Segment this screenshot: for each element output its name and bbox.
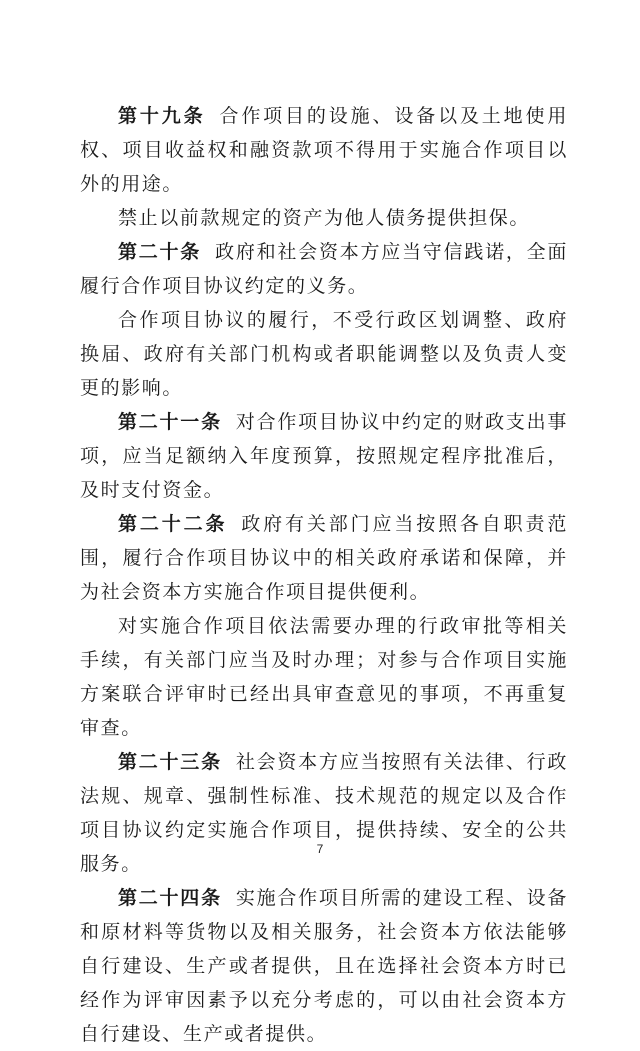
paragraph-article-23 xyxy=(80,745,568,881)
article-heading: 第二十条 xyxy=(118,241,202,263)
article-heading: 第二十四条 xyxy=(118,887,222,909)
paragraph-text: 合作项目的设施、设备以及土地使用权、项目收益权和融资款项不得用于实施合作项目以外的用途。 xyxy=(80,105,568,195)
paragraph-article-19-clause-2 xyxy=(80,201,568,235)
paragraph-text: 对实施合作项目依法需要办理的行政审批等相关手续，有关部门应当及时办理；对参与合作项目实施方案联合评审时已经出具审查意见的事项，不再重复审查。 xyxy=(80,615,568,739)
paragraph-article-22-clause-2 xyxy=(80,609,568,745)
document-body xyxy=(80,99,568,1051)
article-heading: 第二十二条 xyxy=(118,513,228,535)
paragraph-text: 实施合作项目所需的建设工程、设备和原材料等货物以及相关服务，社会资本方依法能够自行建设、生产或者提供，且在选择社会资本方时已经作为评审因素予以充分考虑的，可以由社会资本方自行建设、生产或者提供。 xyxy=(80,887,568,1045)
paragraph-article-20-clause-2 xyxy=(80,303,568,405)
paragraph-text: 合作项目协议的履行，不受行政区划调整、政府换届、政府有关部门机构或者职能调整以及负责人变更的影响。 xyxy=(80,309,568,399)
page-number: 7 xyxy=(316,842,324,856)
paragraph-text: 政府有关部门应当按照各自职责范围，履行合作项目协议中的相关政府承诺和保障，并为社会资本方实施合作项目提供便利。 xyxy=(80,513,568,603)
paragraph-article-21 xyxy=(80,405,568,507)
paragraph-article-24 xyxy=(80,881,568,1051)
paragraph-article-22 xyxy=(80,507,568,609)
paragraph-text: 社会资本方应当按照有关法律、行政法规、规章、强制性标准、技术规范的规定以及合作项目协议约定实施合作项目，提供持续、安全的公共服务。 xyxy=(80,751,568,875)
paragraph-article-19 xyxy=(80,99,568,201)
article-heading: 第二十三条 xyxy=(118,751,222,773)
paragraph-text: 禁止以前款规定的资产为他人债务提供担保。 xyxy=(118,207,531,229)
paragraph-article-20 xyxy=(80,235,568,303)
paragraph-text: 政府和社会资本方应当守信践诺，全面履行合作项目协议约定的义务。 xyxy=(80,241,569,297)
article-heading: 第二十一条 xyxy=(118,411,222,433)
article-heading: 第十九条 xyxy=(118,105,206,127)
paragraph-text: 对合作项目协议中约定的财政支出事项，应当足额纳入年度预算，按照规定程序批准后，及时支付资金。 xyxy=(80,411,568,501)
